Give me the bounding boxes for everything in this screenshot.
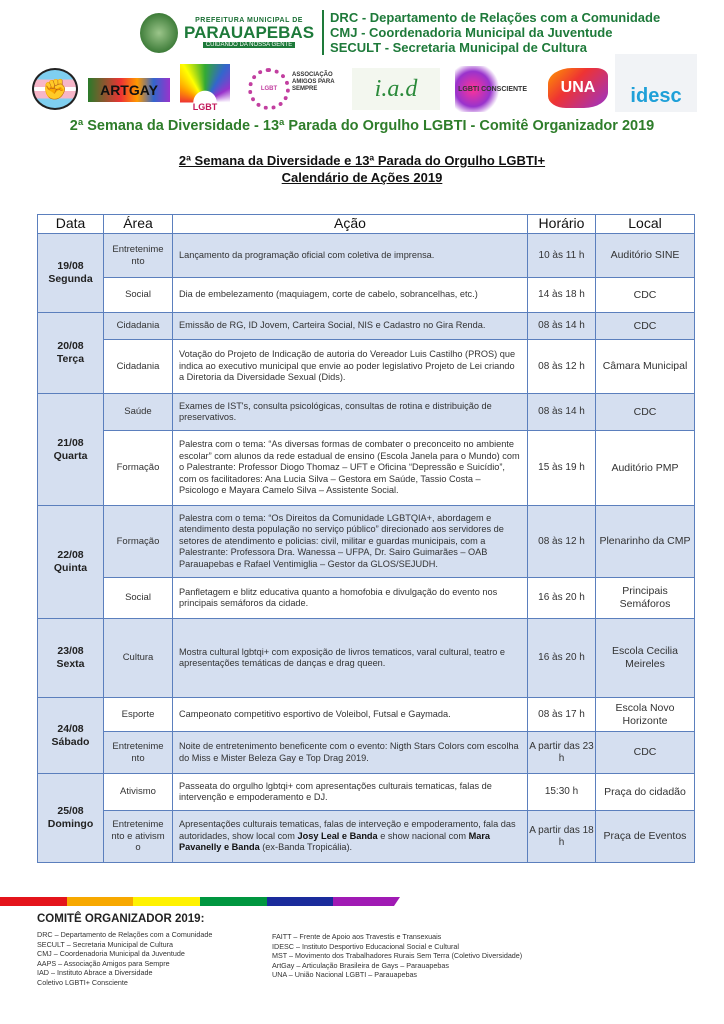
date: 25/08 bbox=[57, 805, 84, 817]
local-cell: CDC bbox=[596, 394, 695, 431]
date-cell bbox=[38, 506, 104, 619]
prefeitura-small: PREFEITURA MUNICIPAL DE bbox=[195, 17, 303, 24]
prefeitura-name: PARAUAPEBAS bbox=[184, 23, 315, 42]
col-header-acao: Ação bbox=[173, 215, 528, 234]
acao-text: (ex-Banda Tropicália). bbox=[259, 842, 353, 853]
weekday: Terça bbox=[56, 353, 85, 365]
acao-text: Mostra cultural lgbtqi+ com exposição de livros tematicos, varal cultural, teatro e apresentações temáticas de danças e drag queen. bbox=[179, 646, 506, 668]
rainbow-stripe bbox=[333, 897, 400, 906]
committee-member: ArtGay – Articulação Brasileira de Gays – Parauapebas bbox=[272, 960, 449, 970]
area-cell: Formação bbox=[104, 431, 173, 506]
date: 19/08 bbox=[57, 260, 84, 272]
local-cell: CDC bbox=[596, 313, 695, 340]
title-line-1: 2ª Semana da Diversidade e 13ª Parada do Orgulho LGBTI+ bbox=[178, 153, 546, 168]
committee-member: CMJ – Coordenadoria Municipal da Juventude bbox=[37, 949, 185, 959]
partner-logos bbox=[30, 64, 700, 114]
horario-cell: 08 às 12 h bbox=[528, 340, 596, 394]
local-cell: CDC bbox=[596, 278, 695, 313]
committee-member: Coletivo LGBTI+ Consciente bbox=[37, 977, 128, 987]
acao-text: Lançamento da programação oficial com coletiva de imprensa. bbox=[179, 249, 435, 260]
lgbt-sem-terra-logo: LGBT bbox=[180, 64, 230, 112]
acao-cell bbox=[173, 811, 528, 863]
table-row bbox=[38, 774, 695, 811]
acao-highlight: Josy Leal e Banda bbox=[297, 830, 378, 841]
table-header-row bbox=[38, 215, 695, 234]
aaps-name: ASSOCIAÇÃO AMIGOS PARA SEMPRE bbox=[292, 72, 335, 92]
area-cell: Saúde bbox=[104, 394, 173, 431]
acao-cell bbox=[173, 234, 528, 278]
acao-highlight: Mara Pavanelly e Banda bbox=[179, 830, 491, 853]
horario-cell: 08 às 12 h bbox=[528, 506, 596, 578]
acao-text: Passeata do orgulho lgbtqi+ com apresentações culturais tematicas, falas de intervenção e empoderamento e DJ. bbox=[179, 780, 492, 802]
table-row bbox=[38, 811, 695, 863]
acao-text: Campeonato competitivo esportivo de Voleibol, Futsal e Gaymada. bbox=[179, 708, 451, 719]
artgay-logo: ARTGAY bbox=[88, 78, 170, 102]
date-cell bbox=[38, 313, 104, 394]
horario-cell: 08 às 17 h bbox=[528, 698, 596, 732]
acao-cell bbox=[173, 340, 528, 394]
local-cell: Praça de Eventos bbox=[596, 811, 695, 863]
lgbti-consciente-logo: LGBTI CONSCIENTE bbox=[455, 66, 527, 112]
area-cell: Social bbox=[104, 278, 173, 313]
date: 22/08 bbox=[57, 549, 84, 561]
organizer-departments bbox=[322, 10, 660, 55]
date-cell bbox=[38, 619, 104, 698]
horario-cell: 14 às 18 h bbox=[528, 278, 596, 313]
area-cell: Entretenimento bbox=[104, 234, 173, 278]
committee-member: IDESC – Instituto Desportivo Educacional Social e Cultural bbox=[272, 941, 459, 951]
acao-text: Apresentações culturais tematicas, falas de interveção e empoderamento, fala das autoridades, show local com bbox=[179, 819, 516, 841]
org-cmj: CMJ - Coordenadoria Municipal da Juventude bbox=[330, 25, 613, 40]
org-secult: SECULT - Secretaria Municipal de Cultura bbox=[330, 40, 587, 55]
horario-cell: 16 às 20 h bbox=[528, 578, 596, 619]
local-cell: Câmara Municipal bbox=[596, 340, 695, 394]
table-row bbox=[38, 313, 695, 340]
local-cell: CDC bbox=[596, 732, 695, 774]
acao-cell bbox=[173, 394, 528, 431]
faitt-fist-logo-icon: ✊ bbox=[32, 68, 78, 110]
horario-cell: 15 às 19 h bbox=[528, 431, 596, 506]
weekday: Sexta bbox=[56, 658, 85, 670]
acao-cell bbox=[173, 506, 528, 578]
table-row bbox=[38, 340, 695, 394]
table-row bbox=[38, 394, 695, 431]
table-row bbox=[38, 278, 695, 313]
acao-cell bbox=[173, 431, 528, 506]
document-title bbox=[0, 152, 724, 186]
acao-cell bbox=[173, 578, 528, 619]
local-cell: Auditório SINE bbox=[596, 234, 695, 278]
acao-cell bbox=[173, 313, 528, 340]
date-cell bbox=[38, 394, 104, 506]
local-cell: Escola Cecilia Meireles bbox=[596, 619, 695, 698]
acao-cell bbox=[173, 278, 528, 313]
horario-cell: 08 às 14 h bbox=[528, 394, 596, 431]
aaps-logo: LGBT bbox=[248, 68, 290, 110]
una-logo: UNA bbox=[548, 68, 608, 108]
org-drc: DRC - Departamento de Relações com a Comunidade bbox=[330, 10, 661, 25]
acao-text: Palestra com o tema: “As diversas formas de combater o preconceito no ambiente escolar” com alunos da rede estadual de ensino (Escola Janela para o Mundo) com o Palestrante: Professor Diogo Thomaz – UFT e Oficina “Depressão e Suicídio”, com os facilitadores: Ana Lucia Silva – Gestora em Saúde, Tassio Costa – Psicologo e Mayara Camelo Silva – Assistente Social. bbox=[179, 439, 520, 496]
prefeitura-slogan: CUIDANDO DA NOSSA GENTE bbox=[203, 42, 295, 48]
horario-cell: 16 às 20 h bbox=[528, 619, 596, 698]
area-cell: Esporte bbox=[104, 698, 173, 732]
rainbow-bar bbox=[0, 897, 400, 906]
acao-text: Votação do Projeto de Indicação de autoria do Vereador Luis Castilho (PROS) que indica ao executivo municipal que envie ao poder legislativo Projeto de Lei criando a Diretoria da Diversidade Sexual (Dids). bbox=[179, 349, 516, 383]
acao-text: Palestra com o tema: “Os Direitos da Comunidade LGBTQIA+, abordagem e atendimento desta população no serviço público” direcionado aos servidores de setores de atendimento e policias: civil, militar e guardas municipais, com a Palestrante: Professora Dra. Wanessa – UFPA, Dr. Sairo Guimarães – OAB Parauapebas e Rafael Ventimiglia – Gestor da GLOS/SEJUDH. bbox=[179, 512, 504, 569]
table-row bbox=[38, 732, 695, 774]
local-cell: Auditório PMP bbox=[596, 431, 695, 506]
table-row bbox=[38, 234, 695, 278]
weekday: Sábado bbox=[51, 735, 90, 748]
area-cell: Social bbox=[104, 578, 173, 619]
col-header-horario: Horário bbox=[528, 215, 596, 234]
committee-list-right bbox=[272, 932, 522, 980]
table-row bbox=[38, 506, 695, 578]
committee-member: IAD – Instituto Abrace a Diversidade bbox=[37, 968, 153, 978]
acao-text: Dia de embelezamento (maquiagem, corte de cabelo, sobrancelhas, etc.) bbox=[179, 289, 478, 300]
rainbow-stripe bbox=[267, 897, 334, 906]
acao-text: Panfletagem e blitz educativa quanto a homofobia e divulgação do evento nos principais semáforos da cidade. bbox=[179, 586, 498, 608]
date-cell bbox=[38, 234, 104, 313]
acao-cell bbox=[173, 774, 528, 811]
local-cell: Praça do cidadão bbox=[596, 774, 695, 811]
horario-cell: 15:30 h bbox=[528, 774, 596, 811]
date: 20/08 bbox=[57, 340, 84, 352]
acao-text: Emissão de RG, ID Jovem, Carteira Social, NIS e Cadastro no Gira Renda. bbox=[179, 320, 486, 331]
col-header-area: Área bbox=[104, 215, 173, 234]
table-body bbox=[38, 234, 695, 863]
date-cell bbox=[38, 698, 104, 774]
weekday: Quinta bbox=[53, 562, 88, 574]
weekday: Segunda bbox=[48, 273, 93, 285]
date: 24/08 bbox=[57, 722, 84, 735]
table-row bbox=[38, 619, 695, 698]
acao-cell bbox=[173, 619, 528, 698]
area-cell: Cidadania bbox=[104, 340, 173, 394]
committee-member: UNA – União Nacional LGBTI – Parauapebas bbox=[272, 970, 418, 980]
committee-member: DRC – Departamento de Relações com a Comunidade bbox=[37, 930, 213, 939]
area-cell: Cidadania bbox=[104, 313, 173, 340]
parauapebas-crest-icon bbox=[140, 13, 178, 53]
committee-member: MST – Movimento dos Trabalhadores Rurais Sem Terra (Coletivo Diversidade) bbox=[272, 951, 523, 961]
area-cell: Cultura bbox=[104, 619, 173, 698]
col-header-data: Data bbox=[38, 215, 104, 234]
committee-member: SECULT – Secretaria Municipal de Cultura bbox=[37, 939, 173, 949]
event-banner: 2ª Semana da Diversidade - 13ª Parada do Orgulho LGBTI - Comitê Organizador 2019 bbox=[69, 118, 655, 134]
area-cell: Ativismo bbox=[104, 774, 173, 811]
acao-cell bbox=[173, 698, 528, 732]
horario-cell: A partir das 23 h bbox=[528, 732, 596, 774]
rainbow-stripe bbox=[133, 897, 200, 906]
acao-cell bbox=[173, 732, 528, 774]
calendar-table bbox=[37, 214, 695, 863]
committee-member: FAITT – Frente de Apoio aos Travestis e Transexuais bbox=[272, 932, 442, 941]
horario-cell: 08 às 14 h bbox=[528, 313, 596, 340]
local-cell: Plenarinho da CMP bbox=[596, 506, 695, 578]
acao-text: Noite de entretenimento beneficente com o evento: Nigth Stars Colors com escolha do Miss e Mister Beleza Gay e Top Drag 2019. bbox=[179, 741, 519, 763]
horario-cell: 10 às 11 h bbox=[528, 234, 596, 278]
local-cell: Principais Semáforos bbox=[596, 578, 695, 619]
local-cell: Escola Novo Horizonte bbox=[596, 698, 695, 732]
horario-cell: A partir das 18 h bbox=[528, 811, 596, 863]
title-line-2: Calendário de Ações 2019 bbox=[281, 170, 443, 185]
area-cell: Formação bbox=[104, 506, 173, 578]
weekday: Domingo bbox=[47, 818, 94, 830]
idesc-logo: idesc bbox=[615, 54, 697, 112]
rainbow-stripe bbox=[67, 897, 134, 906]
header-logo-block bbox=[140, 10, 660, 55]
rainbow-stripe bbox=[200, 897, 267, 906]
prefeitura-logo bbox=[184, 17, 314, 48]
iad-logo: i.a.d bbox=[352, 68, 440, 110]
table-row bbox=[38, 578, 695, 619]
date: 21/08 bbox=[57, 436, 84, 449]
committee-member: AAPS – Associação Amigos para Sempre bbox=[37, 958, 170, 968]
area-cell: Entretenimento bbox=[104, 732, 173, 774]
col-header-local: Local bbox=[596, 215, 695, 234]
committee-heading: COMITÊ ORGANIZADOR 2019: bbox=[37, 913, 205, 925]
table-row bbox=[38, 698, 695, 732]
date-cell bbox=[38, 774, 104, 863]
table-row bbox=[38, 431, 695, 506]
acao-text: Exames de IST's, consulta psicológicas, consultas de rotina e distribuição de preservativos. bbox=[179, 400, 492, 422]
weekday: Quarta bbox=[53, 449, 88, 462]
rainbow-stripe bbox=[0, 897, 67, 906]
committee-list-left bbox=[37, 930, 212, 988]
date: 23/08 bbox=[57, 645, 84, 657]
acao-text: e show nacional com bbox=[377, 830, 469, 841]
area-cell: Entretenimento e ativismo bbox=[104, 811, 173, 863]
